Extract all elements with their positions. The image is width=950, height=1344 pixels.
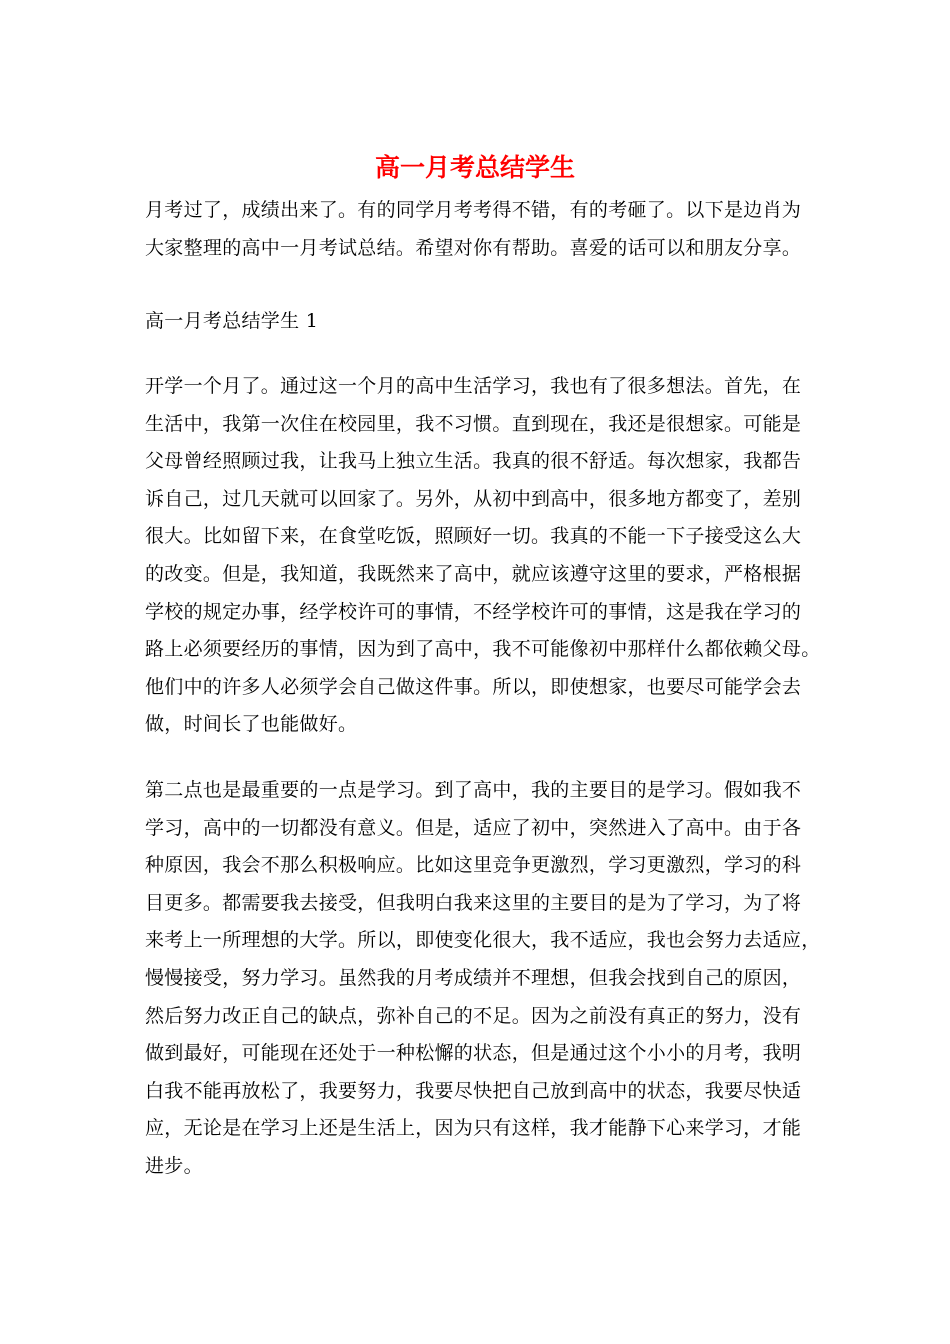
text-line: 来考上一所理想的大学。所以，即使变化很大，我不适应，我也会努力去适应， [145, 929, 821, 952]
text-line: 做，时间长了也能做好。 [145, 713, 358, 736]
text-line: 生活中，我第一次住在校园里，我不习惯。直到现在，我还是很想家。可能是 [145, 412, 802, 435]
text-line: 第二点也是最重要的一点是学习。到了高中，我的主要目的是学习。假如我不 [145, 779, 802, 801]
text-line: 种原因，我会不那么积极响应。比如这里竞争更激烈，学习更激烈，学习的科 [145, 854, 802, 877]
text-line: 做到最好，可能现在还处于一种松懈的状态，但是通过这个小小的月考，我明 [145, 1042, 802, 1065]
text-line: 然后努力改正自己的缺点，弥补自己的不足。因为之前没有真正的努力，没有 [145, 1004, 802, 1027]
document-title: 高一月考总结学生 [374, 153, 575, 182]
text-line: 路上必须要经历的事情，因为到了高中，我不可能像初中那样什么都依赖父母。 [145, 638, 821, 661]
text-line: 月考过了，成绩出来了。有的同学月考考得不错，有的考砸了。以下是边肖为 [145, 199, 802, 221]
text-line: 父母曾经照顾过我，让我马上独立生活。我真的很不舒适。每次想家，我都告 [145, 450, 802, 473]
paragraph-2 [145, 772, 821, 1186]
text-line: 学校的规定办事，经学校许可的事情，不经学校许可的事情，这是我在学习的 [145, 600, 802, 623]
text-line: 的改变。但是，我知道，我既然来了高中，就应该遵守这里的要求，严格根据 [145, 562, 802, 585]
section-heading-text: 高一月考总结学生 1 [145, 310, 319, 332]
text-line: 学习，高中的一切都没有意义。但是，适应了初中，突然进入了高中。由于各 [145, 816, 802, 839]
text-line: 大家整理的高中一月考试总结。希望对你有帮助。喜爱的话可以和朋友分享。 [145, 236, 802, 259]
paragraph-1 [145, 368, 821, 744]
text-line: 开学一个月了。通过这一个月的高中生活学习，我也有了很多想法。首先，在 [145, 375, 802, 397]
section-heading [145, 303, 805, 341]
text-line: 应，无论是在学习上还是生活上，因为只有这样，我才能静下心来学习，才能 [145, 1117, 802, 1140]
text-line: 目更多。都需要我去接受，但我明白我来这里的主要目的是为了学习，为了将 [145, 891, 802, 914]
text-line: 白我不能再放松了，我要努力，我要尽快把自己放到高中的状态，我要尽快适 [145, 1079, 802, 1102]
text-line: 慢慢接受，努力学习。虽然我的月考成绩并不理想，但我会找到自己的原因， [145, 966, 802, 989]
text-line: 诉自己，过几天就可以回家了。另外，从初中到高中，很多地方都变了，差别 [145, 487, 802, 510]
intro-paragraph [145, 192, 805, 267]
text-line: 他们中的许多人必须学会自己做这件事。所以，即使想家，也要尽可能学会去 [145, 675, 802, 698]
text-line: 很大。比如留下来，在食堂吃饭，照顾好一切。我真的不能一下子接受这么大 [145, 525, 802, 548]
text-line: 进步。 [145, 1154, 203, 1177]
